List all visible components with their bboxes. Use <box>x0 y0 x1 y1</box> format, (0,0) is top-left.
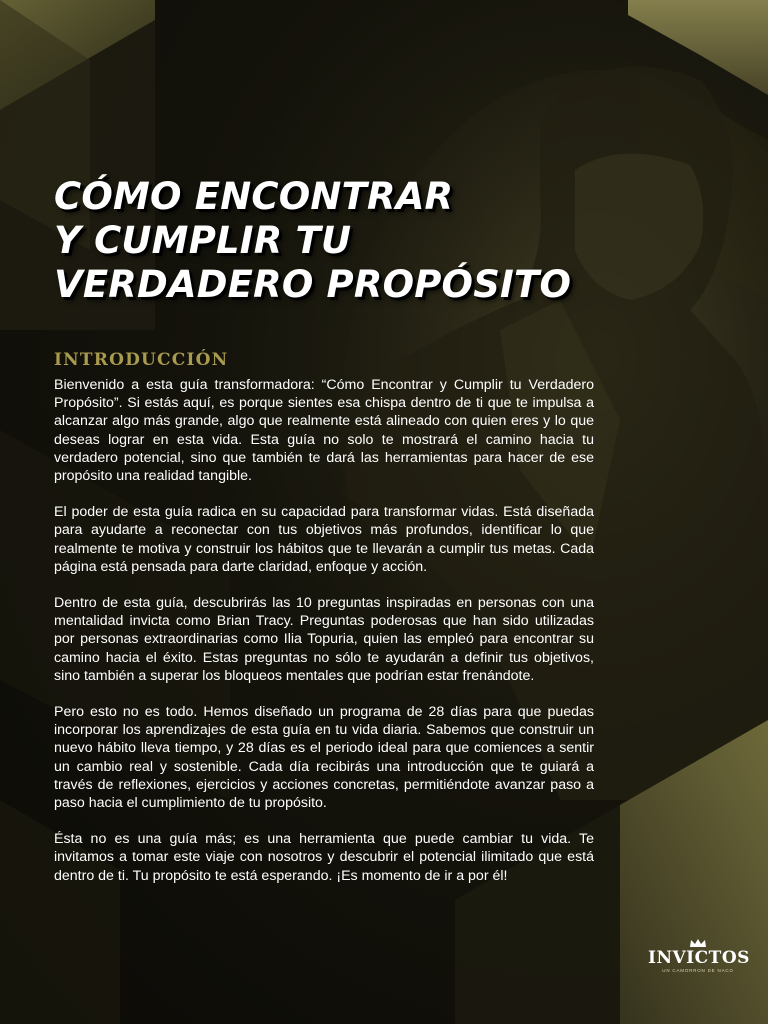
paragraph: Pero esto no es todo. Hemos diseñado un programa de 28 días para que puedas incorporar los aprendizajes de esta guía en tu vida diaria. Sabemos que construir un nuevo hábito lleva tiempo, y 28 días es el periodo ideal para que comiences a sentir un cambio real y sostenible. Cada día recibirás una introducción que te guiará a través de reflexiones, ejercicios y acciones concretas, permitiéndote avanzar paso a paso hacia el cumplimiento de tu propósito. <box>54 704 594 812</box>
title-line: Y CUMPLIR TU <box>54 219 352 262</box>
paragraph: Ésta no es una guía más; es una herramienta que puede cambiar tu vida. Te invitamos a tomar este viaje con nosotros y descubrir el potencial ilimitado que está dentro de ti. Tu propósito te está esperando. ¡Es momento de ir a por él! <box>54 831 594 884</box>
paragraph: Dentro de esta guía, descubrirás las 10 preguntas inspiradas en personas con una mentalidad invicta como Brian Tracy. Preguntas poderosas que han sido utilizadas por personas extraordinarias como Ilia Topuria, quien las empleó para encontrar su camino hacia el éxito. Estas preguntas no sólo te ayudarán a definir tus objetivos, sino también a superar los bloqueos mentales que podrían estar frenándote. <box>54 595 594 684</box>
crown-icon <box>689 938 707 948</box>
paragraph: Bienvenido a esta guía transformadora: “Cómo Encontrar y Cumplir tu Verdadero Propósito”. Si estás aquí, es porque sientes esa chispa dentro de ti que te impulsa a alcanzar algo más grande, algo que realmente está alineado con quien eres y lo que deseas lograr en esta vida. Esta guía no solo te mostrará el camino hacia tu verdadero potencial, sino que también te dará las herramientas para hacer de ese propósito una realidad tangible. <box>54 377 594 485</box>
logo-wordmark: INVICTOS <box>648 948 750 968</box>
introduction-section <box>54 350 594 903</box>
page-title <box>54 175 571 307</box>
logo-tagline: UN CAMORRON DE NACO <box>662 968 734 973</box>
title-line: CÓMO ENCONTRAR <box>54 175 454 218</box>
brand-logo <box>648 938 748 974</box>
body-text <box>54 376 594 885</box>
title-line: VERDADERO PROPÓSITO <box>54 263 572 306</box>
section-heading: INTRODUCCIÓN <box>54 350 229 370</box>
paragraph: El poder de esta guía radica en su capacidad para transformar vidas. Está diseñada para ayudarte a reconectar con tus objetivos más profundos, identificar lo que realmente te motiva y construir los hábitos que te llevarán a cumplir tus metas. Cada página está pensada para darte claridad, enfoque y acción. <box>54 504 594 575</box>
